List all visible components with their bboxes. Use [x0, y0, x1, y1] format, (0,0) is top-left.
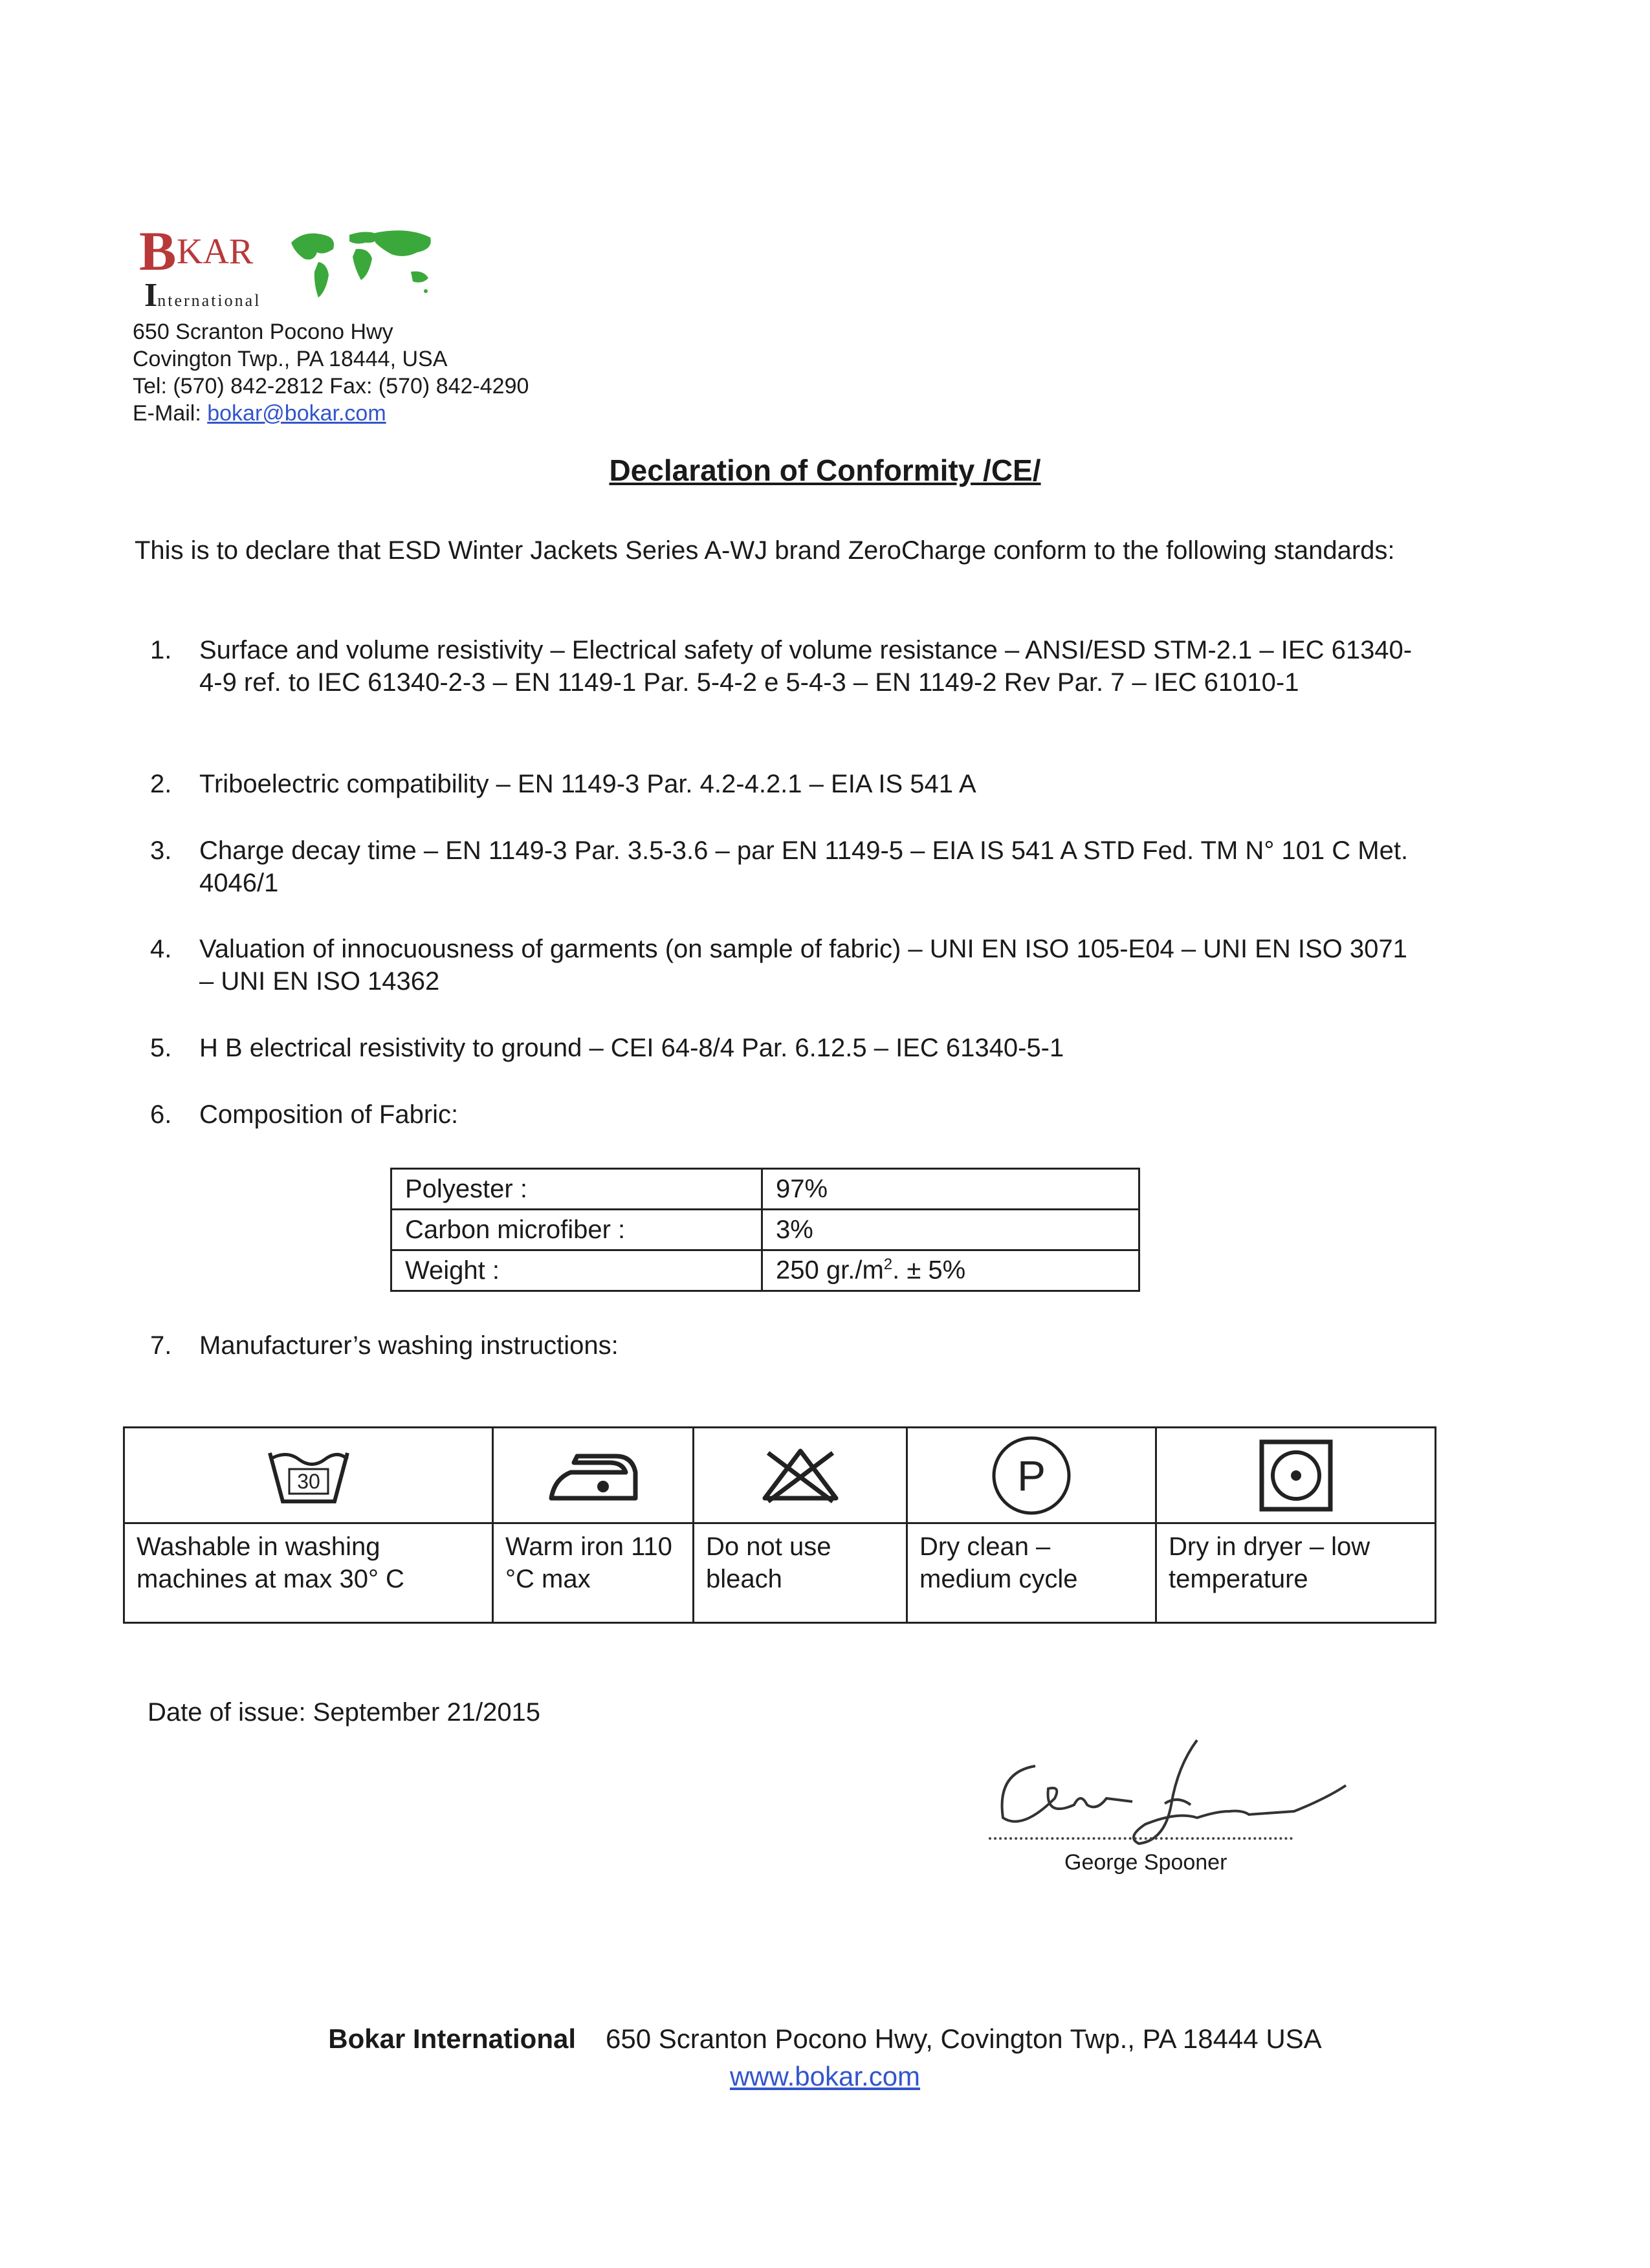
phone-fax-line: Tel: (570) 842-2812 Fax: (570) 842-4290: [133, 374, 529, 398]
table-cell: Polyester :: [391, 1169, 762, 1210]
standard-item: 7. Manufacturer’s washing instructions:: [150, 1331, 619, 1360]
washing-label: Dry in dryer – low temperature: [1169, 1532, 1370, 1593]
no-bleach-icon: [752, 1443, 849, 1508]
footer-address: 650 Scranton Pocono Hwy, Covington Twp., PA 18444 USA: [606, 2023, 1322, 2054]
table-row: [391, 1169, 1139, 1210]
footer-company: Bokar International: [328, 2023, 577, 2054]
standard-item: 4. Valuation of innocuousness of garments (on sample of fabric) – UNI EN ISO 105-E04 – UNI EN ISO 3071 – UNI EN ISO 14362: [150, 935, 1407, 996]
washing-label: Do not use bleach: [706, 1532, 831, 1593]
washing-label: Warm iron 110 °C max: [505, 1532, 672, 1593]
table-cell: Carbon microfiber :: [391, 1210, 762, 1250]
standard-item: 5. H B electrical resistivity to ground – CEI 64-8/4 Par. 6.12.5 – IEC 61340-5-1: [150, 1034, 1064, 1062]
washing-label: Dry clean – medium cycle: [919, 1532, 1078, 1593]
table-cell: 97%: [762, 1169, 1139, 1210]
date-of-issue: Date of issue: September 21/2015: [148, 1698, 541, 1727]
signatory-name: George Spooner: [1064, 1850, 1227, 1875]
logo-wordmark: KAR: [177, 232, 254, 272]
table-row: [391, 1250, 1139, 1291]
standard-item: 6. Composition of Fabric:: [150, 1100, 459, 1129]
email-link[interactable]: bokar@bokar.com: [207, 401, 386, 426]
washing-cell: [125, 1428, 494, 1622]
table-cell: 250 $gr./m^2$. ± 5%: [762, 1250, 1139, 1291]
table-cell: 3%: [762, 1210, 1139, 1250]
company-address: [133, 318, 529, 427]
washing-cell: [494, 1428, 694, 1622]
washing-label: Washable in washing machines at max 30° C: [137, 1532, 404, 1593]
washtub-30-icon: [260, 1443, 357, 1508]
standard-item: 1. Surface and volume resistivity – Electrical safety of volume resistance – ANSI/ESD STM-2.1 – IEC 61340-4-9 ref. to IEC 61340-2-3 – EN 1149-1 Par. 5-4-2 e 5-4-3 – EN 1149-2 Rev Par. 7 – IEC 61010-1: [150, 636, 1413, 697]
washing-cell: [1157, 1428, 1435, 1622]
company-logo: [139, 220, 443, 314]
washing-instructions-table: [123, 1426, 1436, 1624]
fabric-composition-table: [390, 1168, 1140, 1292]
dry-clean-p-icon: [983, 1434, 1080, 1518]
logo-subtitle: International: [144, 277, 261, 314]
washing-cell: [694, 1428, 908, 1622]
table-row: [391, 1210, 1139, 1250]
signature-image: [984, 1727, 1372, 1850]
document-title: Declaration of Conformity /CE/: [609, 453, 1041, 487]
svg-text:30: 30: [296, 1469, 320, 1493]
svg-text:P: P: [1017, 1451, 1046, 1499]
address-line: Covington Twp., PA 18444, USA: [133, 347, 448, 371]
tumble-dry-low-icon: [1254, 1437, 1338, 1514]
signature-line: [989, 1837, 1293, 1840]
address-line: 650 Scranton Pocono Hwy: [133, 320, 393, 344]
iron-icon: [545, 1443, 642, 1508]
standard-item: 2. Triboelectric compatibility – EN 1149-3 Par. 4.2-4.2.1 – EIA IS 541 A: [150, 770, 976, 798]
email-line: E-Mail: bokar@bokar.com: [133, 401, 386, 426]
logo-letter: B: [139, 220, 177, 282]
table-cell: Weight :: [391, 1250, 762, 1291]
washing-cell: [908, 1428, 1157, 1622]
standard-item: 3. Charge decay time – EN 1149-3 Par. 3.5-3.6 – par EN 1149-5 – EIA IS 541 A STD Fed. TM N° 101 C Met. 4046/1: [150, 836, 1409, 897]
website-link[interactable]: www.bokar.com: [729, 2061, 921, 2091]
world-map-icon: [278, 223, 440, 304]
page-footer: [0, 2023, 1650, 2092]
intro-paragraph: This is to declare that ESD Winter Jackets Series A-WJ brand ZeroCharge conform to the following standards:: [135, 536, 1395, 565]
